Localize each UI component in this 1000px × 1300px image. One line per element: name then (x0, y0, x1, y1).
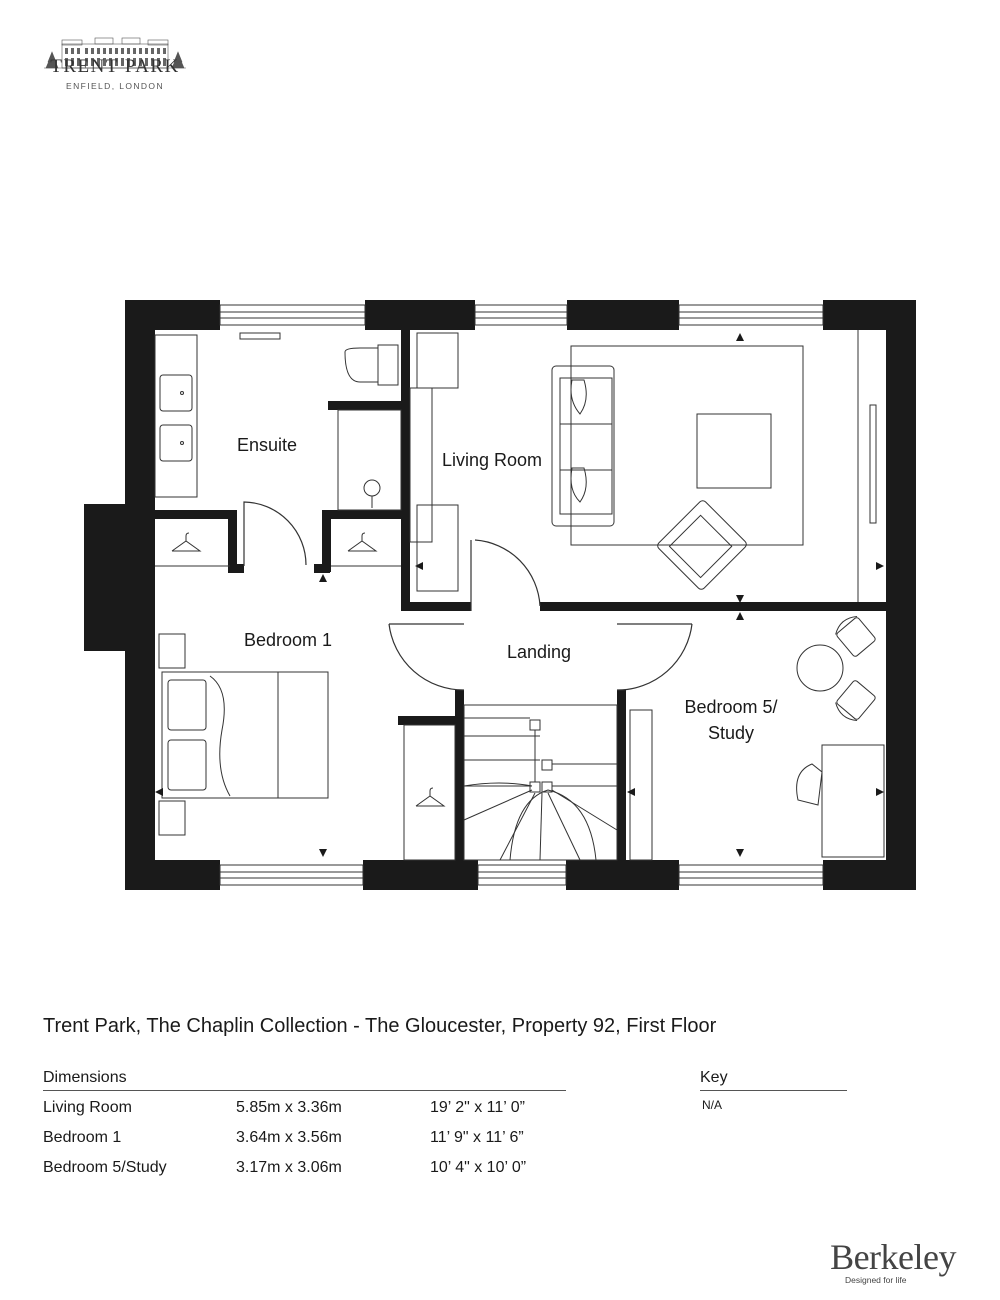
dimensions-metric: 3.17m x 3.06m (236, 1159, 342, 1176)
dimensions-imperial: 11’ 9" x 11’ 6” (430, 1129, 524, 1146)
room-label-living-room: Living Room (441, 450, 543, 470)
logo-subtitle: ENFIELD, LONDON (66, 81, 164, 91)
plan-caption: Trent Park, The Chaplin Collection - The Gloucester, Property 92, First Floor (43, 1015, 717, 1037)
fixtures-and-furniture (155, 330, 884, 860)
dimensions-rule (43, 1090, 566, 1091)
room-label-bedroom-5-line2: Study (707, 723, 755, 743)
dimensions-imperial: 19’ 2" x 11’ 0” (430, 1099, 525, 1116)
dimensions-metric: 3.64m x 3.56m (236, 1129, 342, 1146)
key-heading: Key (700, 1069, 728, 1086)
berkeley-tagline: Designed for life (845, 1275, 907, 1285)
room-label-landing: Landing (506, 642, 572, 662)
berkeley-logo: Berkeley (830, 1237, 956, 1277)
dimensions-metric: 5.85m x 3.36m (236, 1099, 342, 1116)
direction-markers (155, 333, 884, 857)
dimensions-room: Living Room (43, 1099, 132, 1116)
key-value: N/A (702, 1098, 723, 1112)
room-label-bedroom-5-line1: Bedroom 5/ (684, 697, 778, 717)
dimensions-room: Bedroom 5/Study (43, 1159, 167, 1176)
logo-title: TRENT PARK (50, 56, 180, 77)
walls (84, 300, 916, 890)
key-rule (700, 1090, 847, 1091)
room-label-ensuite: Ensuite (236, 435, 298, 455)
dimensions-imperial: 10’ 4" x 10’ 0” (430, 1159, 527, 1176)
dimensions-room: Bedroom 1 (43, 1129, 122, 1146)
room-label-bedroom-1: Bedroom 1 (243, 630, 333, 650)
dimensions-heading: Dimensions (43, 1069, 127, 1086)
doors (244, 502, 692, 690)
